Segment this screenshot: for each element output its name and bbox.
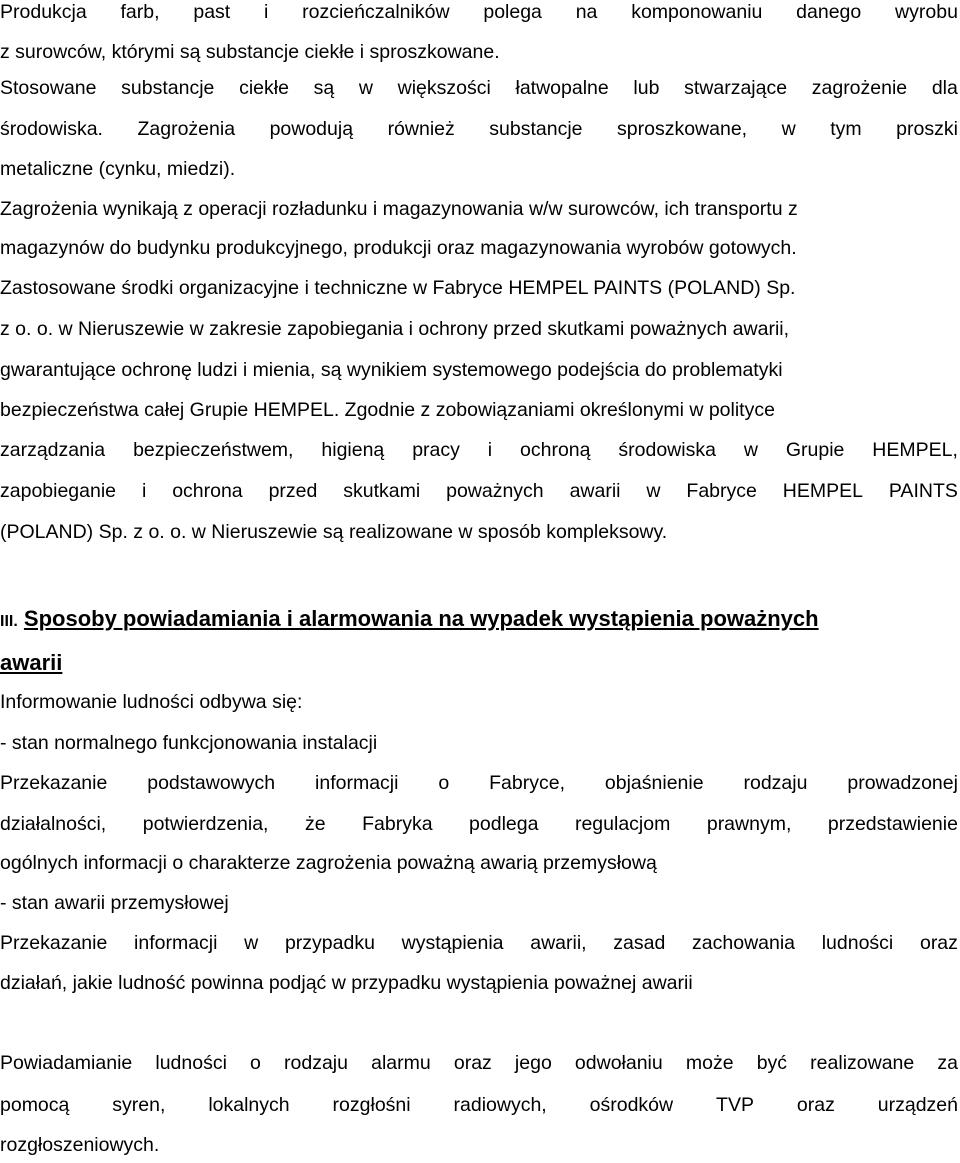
word: urządzeń [877, 1094, 958, 1116]
text-line: z o. o. w Nieruszewie w zakresie zapobiegania i ochrony przed skutkami poważnych awarii, [0, 318, 790, 340]
word: PAINTS [888, 480, 958, 502]
word: zachowania [692, 932, 796, 954]
word: na [575, 1, 598, 23]
text-line: gwarantujące ochronę ludzi i mienia, są wynikiem systemowego podejścia do problematyki [0, 359, 783, 381]
word: być [756, 1052, 788, 1074]
word: dla [931, 77, 958, 99]
word: awarii, [530, 932, 587, 954]
text-line [0, 1051, 958, 1075]
word: podstawowych [147, 772, 276, 794]
word: polega [483, 1, 542, 23]
text-line: - stan normalnego funkcjonowania instalacji [0, 732, 378, 754]
word: środowiska. [0, 118, 103, 140]
word: pomocą [0, 1094, 70, 1116]
word: regulacjom [574, 813, 671, 835]
word: rodzaju [284, 1052, 348, 1074]
section-number: III. [0, 613, 18, 630]
word: podlega [469, 813, 539, 835]
word: ośrodków [589, 1094, 674, 1116]
word: lub [633, 77, 660, 99]
text-line: rozgłoszeniowych. [0, 1134, 160, 1156]
word: pracy [412, 439, 460, 461]
word: HEMPEL, [872, 439, 958, 461]
word: wystąpienia [401, 932, 504, 954]
word: stwarzające [684, 77, 788, 99]
text-line: (POLAND) Sp. z o. o. w Nieruszewie są realizowane w sposób kompleksowy. [0, 521, 668, 543]
word: rodzaju [743, 772, 808, 794]
word: Przekazanie [0, 932, 108, 954]
word: w [743, 439, 758, 461]
text-line [0, 117, 958, 141]
word: Stosowane [0, 77, 97, 99]
word: o [438, 772, 450, 794]
word: w [781, 118, 796, 140]
word: przed [268, 480, 318, 502]
word: higieną [321, 439, 385, 461]
word: ludności [821, 932, 894, 954]
word: farb, [120, 1, 160, 23]
word: ludności [155, 1052, 227, 1074]
section-heading-line-1 [0, 606, 958, 635]
text-line [0, 479, 958, 503]
text-line: Informowanie ludności odbywa się: [0, 691, 303, 713]
word: zarządzania [0, 439, 106, 461]
word: zasad [613, 932, 666, 954]
word: w [646, 480, 661, 502]
text-line: Zastosowane środki organizacyjne i techniczne w Fabryce HEMPEL PAINTS (POLAND) Sp. [0, 277, 796, 299]
word: są [313, 77, 335, 99]
word: alarmu [371, 1052, 431, 1074]
word: zapobieganie [0, 480, 117, 502]
word: prowadzonej [847, 772, 958, 794]
word: komponowaniu [631, 1, 763, 23]
word: działalności, [0, 813, 107, 835]
word: ochroną [520, 439, 591, 461]
word: większości [397, 77, 491, 99]
word: syren, [112, 1094, 166, 1116]
word: o [250, 1052, 261, 1074]
word: TVP [716, 1094, 754, 1116]
word: informacji [315, 772, 399, 794]
word: rozcieńczalników [302, 1, 450, 23]
text-line: Zagrożenia wynikają z operacji rozładunku i magazynowania w/w surowców, ich transportu z [0, 198, 798, 220]
word: łatwopalne [515, 77, 609, 99]
word: w [358, 77, 373, 99]
word: oraz [796, 1094, 835, 1116]
word: powodują [269, 118, 354, 140]
word: może [685, 1052, 734, 1074]
text-line: działań, jakie ludność powinna podjąć w przypadku wystąpienia poważnej awarii [0, 972, 693, 994]
word: Produkcja [0, 1, 87, 23]
word: ciekłe [239, 77, 289, 99]
text-line [0, 931, 958, 955]
word: że [304, 813, 326, 835]
word: ochrona [172, 480, 243, 502]
text-line [0, 438, 958, 462]
word: przypadku [284, 932, 375, 954]
word: Fabryce, [489, 772, 565, 794]
word: odwołaniu [574, 1052, 663, 1074]
section-title: Sposoby powiadamiania i alarmowania na wypadek wystąpienia poważnych [23, 606, 819, 631]
word: w [244, 932, 259, 954]
word: bezpieczeństwem, [133, 439, 294, 461]
word: Przekazanie [0, 772, 108, 794]
section-title-continued: awarii [0, 650, 63, 675]
text-line: metaliczne (cynku, miedzi). [0, 158, 236, 180]
word: radiowych, [453, 1094, 547, 1116]
word: i [487, 439, 493, 461]
word: awarii [569, 480, 621, 502]
word: przedstawienie [827, 813, 958, 835]
word: jego [514, 1052, 552, 1074]
word: oraz [919, 932, 958, 954]
word: rozgłośni [332, 1094, 411, 1116]
word: Powiadamianie [0, 1052, 133, 1074]
word: oraz [453, 1052, 492, 1074]
word: wyrobu [895, 1, 958, 23]
word: również [387, 118, 455, 140]
text-line: - stan awarii przemysłowej [0, 892, 229, 914]
word: substancje [489, 118, 583, 140]
word: lokalnych [208, 1094, 290, 1116]
text-line [0, 771, 958, 795]
word: past [193, 1, 231, 23]
word: i [264, 1, 269, 23]
word: skutkami [343, 480, 421, 502]
word: danego [796, 1, 862, 23]
word: Grupie [785, 439, 845, 461]
word: zagrożenie [811, 77, 908, 99]
word: prawnym, [706, 813, 792, 835]
word: informacji [134, 932, 218, 954]
text-line [0, 76, 958, 100]
word: Fabryka [362, 813, 433, 835]
word: substancje [121, 77, 215, 99]
word: Fabryce [686, 480, 757, 502]
word: HEMPEL [782, 480, 863, 502]
word: za [937, 1052, 958, 1074]
text-line: z surowców, którymi są substancje ciekłe i sproszkowane. [0, 41, 500, 63]
word: sproszkowane, [617, 118, 748, 140]
word: i [141, 480, 147, 502]
word: realizowane [810, 1052, 915, 1074]
section-heading-line-2 [0, 650, 958, 676]
text-line [0, 812, 958, 836]
word: objaśnienie [604, 772, 704, 794]
text-line [0, 1093, 958, 1117]
word: środowiska [618, 439, 716, 461]
text-line: bezpieczeństwa całej Grupie HEMPEL. Zgodnie z zobowiązaniami określonymi w polityce [0, 399, 775, 421]
text-line: magazynów do budynku produkcyjnego, produkcji oraz magazynowania wyrobów gotowych. [0, 237, 797, 259]
word: proszki [896, 118, 958, 140]
text-line [0, 0, 958, 24]
word: Zagrożenia [137, 118, 236, 140]
word: poważnych [446, 480, 544, 502]
word: potwierdzenia, [142, 813, 269, 835]
text-line: ogólnych informacji o charakterze zagrożenia poważną awarią przemysłową [0, 852, 657, 874]
word: tym [830, 118, 862, 140]
